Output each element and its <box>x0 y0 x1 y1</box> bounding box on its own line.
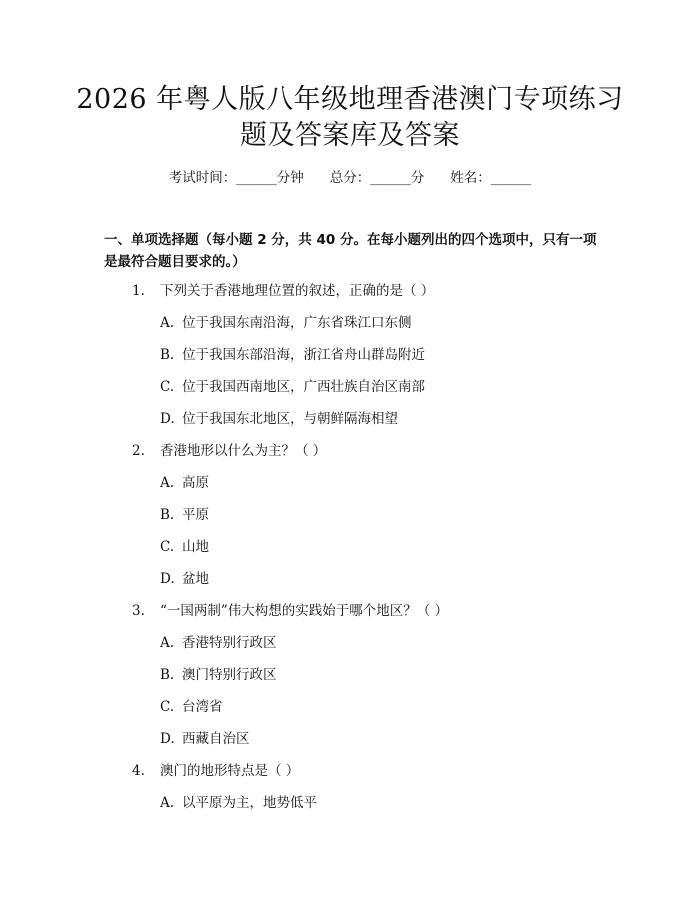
exam-time-label: 考试时间：______分钟 <box>168 170 304 186</box>
option-text: 台湾省 <box>182 699 223 715</box>
section-heading-line-2: 是最符合题目要求的。） <box>104 254 246 270</box>
exam-meta <box>0 168 700 188</box>
document-title-line-2: 题及答案库及答案 <box>240 120 460 151</box>
option-text: 位于我国东部沿海，浙江省舟山群岛附近 <box>182 347 425 363</box>
question-2-option-d <box>160 569 209 589</box>
question-text: 下列关于香港地理位置的叙述，正确的是（ ） <box>160 283 435 299</box>
question-2-option-a <box>160 473 209 493</box>
question-1-option-a <box>160 313 412 333</box>
option-letter: B. <box>160 667 175 683</box>
question-2-option-c <box>160 537 209 557</box>
question-2-option-b <box>160 505 209 525</box>
option-text: 西藏自治区 <box>182 731 250 747</box>
section-heading-line-1: 一、单项选择题（每小题 2 分，共 40 分。在每小题列出的四个选项中，只有一项 <box>104 232 597 248</box>
question-text: 香港地形以什么为主？（ ） <box>160 443 327 459</box>
question-number: 1. <box>132 283 145 299</box>
option-letter: B. <box>160 507 175 523</box>
option-text: 香港特别行政区 <box>182 635 277 651</box>
section-heading <box>104 229 604 273</box>
option-letter: C. <box>160 379 175 395</box>
option-text: 山地 <box>182 539 209 555</box>
question-number: 2. <box>132 443 145 459</box>
option-text: 位于我国东北地区，与朝鲜隔海相望 <box>182 411 398 427</box>
option-text: 以平原为主，地势低平 <box>182 795 317 811</box>
option-text: 平原 <box>182 507 209 523</box>
question-number: 3. <box>132 603 145 619</box>
option-letter: D. <box>160 571 175 587</box>
option-letter: A. <box>160 795 175 811</box>
option-letter: A. <box>160 475 175 491</box>
question-1-option-c <box>160 377 425 397</box>
option-letter: B. <box>160 347 175 363</box>
question-3-option-d <box>160 729 250 749</box>
question-4-option-a <box>160 793 317 813</box>
question-3 <box>132 601 448 621</box>
question-4 <box>132 761 299 781</box>
question-2 <box>132 441 326 461</box>
question-3-option-c <box>160 697 223 717</box>
option-letter: D. <box>160 731 175 747</box>
option-text: 高原 <box>182 475 209 491</box>
question-1-option-d <box>160 409 398 429</box>
student-name-label: 姓名：______ <box>450 170 532 186</box>
option-letter: D. <box>160 411 175 427</box>
question-text: “一国两制”伟大构想的实践始于哪个地区？（ ） <box>160 603 449 619</box>
question-1 <box>132 281 434 301</box>
option-letter: C. <box>160 699 175 715</box>
option-text: 位于我国西南地区，广西壮族自治区南部 <box>182 379 425 395</box>
total-score-label: 总分：______分 <box>329 170 425 186</box>
document-title-line-1: 2026 年粤人版八年级地理香港澳门专项练习 <box>76 84 624 115</box>
question-1-option-b <box>160 345 425 365</box>
question-number: 4. <box>132 763 145 779</box>
question-3-option-a <box>160 633 277 653</box>
option-letter: A. <box>160 635 175 651</box>
option-text: 澳门特别行政区 <box>182 667 277 683</box>
option-text: 位于我国东南沿海，广东省珠江口东侧 <box>182 315 412 331</box>
question-text: 澳门的地形特点是（ ） <box>160 763 300 779</box>
option-text: 盆地 <box>182 571 209 587</box>
option-letter: C. <box>160 539 175 555</box>
question-3-option-b <box>160 665 277 685</box>
option-letter: A. <box>160 315 175 331</box>
